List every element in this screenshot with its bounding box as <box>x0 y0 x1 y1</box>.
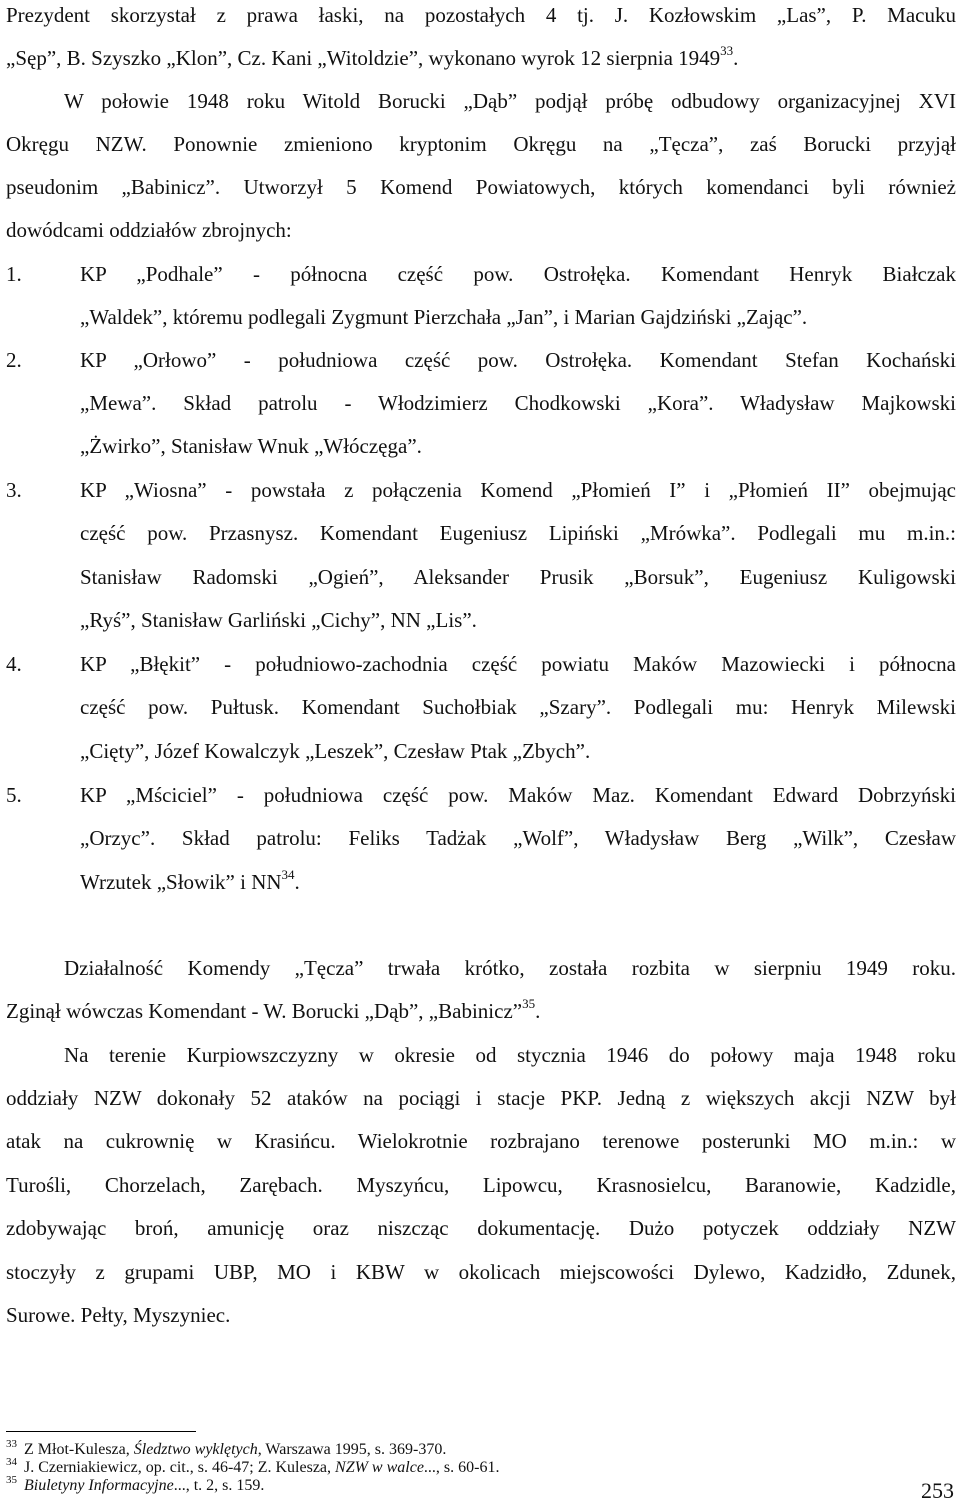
list-number: 5. <box>6 783 22 807</box>
text-line: Działalność Komendy „Tęcza” trwała krótko, została rozbita w sierpniu 1949 roku. <box>64 956 956 980</box>
list-number: 3. <box>6 478 22 502</box>
text-line: Stanisław Radomski „Ogień”, Aleksander Prusik „Borsuk”, Eugeniusz Kuligowski <box>80 565 956 589</box>
text-line: zdobywając broń, amunicję oraz niszcząc dokumentację. Dużo potyczek oddziały NZW <box>6 1216 956 1240</box>
footnote-ref[interactable]: 33 <box>720 43 734 58</box>
list-item <box>6 782 956 912</box>
text-line: „Waldek”, któremu podlegali Zygmunt Pierzchała „Jan”, i Marian Gajdziński „Zając”. <box>80 305 808 329</box>
footnote-title: Śledztwo wyklętych <box>133 1441 258 1458</box>
text-line: KP „Orłowo” - południowa część pow. Ostrołęka. Komendant Stefan Kochański <box>80 348 956 372</box>
text-line: „Orzyc”. Skład patrolu: Feliks Tadżak „Wolf”, Władysław Berg „Wilk”, Czesław <box>80 826 956 850</box>
text-line: pseudonim „Babinicz”. Utworzył 5 Komend Powiatowych, których komendanci byli również <box>6 175 956 199</box>
text-line: Prezydent skorzystał z prawa łaski, na pozostałych 4 tj. J. Kozłowskim „Las”, P. Macuku <box>6 3 956 27</box>
text-line: KP „Podhale” - północna część pow. Ostrołęka. Komendant Henryk Białczak <box>80 262 956 286</box>
list-number: 2. <box>6 348 22 372</box>
text-line: Turośli, Chorzelach, Zarębach. Myszyńcu, Lipowcu, Krasnosielcu, Baranowie, Kadzidle, <box>6 1173 956 1197</box>
list-item <box>6 347 956 477</box>
list-item <box>6 261 956 351</box>
text-line: dowódcami oddziałów zbrojnych: <box>6 218 292 242</box>
text-line: oddziały NZW dokonały 52 ataków na pociągi i stacje PKP. Jedną z większych akcji NZW był <box>6 1086 956 1110</box>
text-line: KP „Wiosna” - powstała z połączenia Komend „Płomień I” i „Płomień II” obejmując <box>80 478 956 502</box>
text-line: KP „Błękit” - południowo-zachodnia część powiatu Maków Mazowiecki i północna <box>80 652 956 676</box>
list-item <box>6 477 956 652</box>
footnote: $^{34}$ J. Czerniakiewicz, op. cit., s. 46-47; Z. Kulesza, NZW w walce..., s. 60-61. <box>6 1455 500 1476</box>
footnote-ref[interactable]: 35 <box>522 996 536 1011</box>
footnote-ref[interactable]: 34 <box>281 867 295 882</box>
text-line: KP „Mściciel” - południowa część pow. Maków Maz. Komendant Edward Dobrzyński <box>80 783 956 807</box>
footnote-number: 35 <box>6 1473 17 1486</box>
text-line: Zginął wówczas Komendant - W. Borucki „Dąb”, „Babinicz”$^{35}$. <box>6 996 541 1023</box>
text-line: Surowe. Pełty, Myszyniec. <box>6 1303 231 1327</box>
text-line: Okręgu NZW. Ponownie zmieniono kryptonim Okręgu na „Tęcza”, zaś Borucki przyjął <box>6 132 956 156</box>
footnote-number: 33 <box>6 1437 17 1450</box>
list-number: 1. <box>6 262 22 286</box>
footnote: $^{35}$ Biuletyny Informacyjne..., t. 2, s. 159. <box>6 1473 265 1494</box>
text-line: W połowie 1948 roku Witold Borucki „Dąb” podjął próbę odbudowy organizacyjnej XVI <box>64 89 956 113</box>
list-number: 4. <box>6 652 22 676</box>
list-item <box>6 651 956 781</box>
text-line: atak na cukrownię w Krasińcu. Wielokrotnie rozbrajano terenowe posterunki MO m.in.: w <box>6 1129 956 1153</box>
footnote: $^{33}$ Z Młot-Kulesza, Śledztwo wyklętych, Warszawa 1995, s. 369-370. <box>6 1437 447 1458</box>
text-line: część pow. Przasnysz. Komendant Eugeniusz Lipiński „Mrówka”. Podlegali mu m.in.: <box>80 521 956 545</box>
text-line: „Cięty”, Józef Kowalczyk „Leszek”, Czesław Ptak „Zbych”. <box>80 739 591 763</box>
footnote-number: 34 <box>6 1455 17 1468</box>
text-line: „Mewa”. Skład patrolu - Włodzimierz Chodkowski „Kora”. Władysław Majkowski <box>80 391 956 415</box>
text-line: Na terenie Kurpiowszczyzny w okresie od stycznia 1946 do połowy maja 1948 roku <box>64 1043 956 1067</box>
page-number: 253 <box>921 1478 954 1503</box>
text-line: „Sęp”, B. Szyszko „Klon”, Cz. Kani „Witoldzie”, wykonano wyrok 12 sierpnia 1949$^{33}$. <box>6 43 739 70</box>
text-line: część pow. Pułtusk. Komendant Suchołbiak „Szary”. Podlegali mu: Henryk Milewski <box>80 695 956 719</box>
text-line: „Żwirko”, Stanisław Wnuk „Włóczęga”. <box>80 434 422 458</box>
text-line: stoczyły z grupami UBP, MO i KBW w okolicach miejscowości Dylewo, Kadzidło, Zdunek, <box>6 1260 956 1284</box>
text-line: Wrzutek „Słowik” i NN$^{34}$. <box>80 867 300 894</box>
text-line: „Ryś”, Stanisław Garliński „Cichy”, NN „Lis”. <box>80 608 477 632</box>
footnote-separator <box>6 1431 196 1432</box>
footnote-title: NZW w walce <box>335 1459 424 1476</box>
footnote-title: Biuletyny Informacyjne <box>24 1477 174 1494</box>
